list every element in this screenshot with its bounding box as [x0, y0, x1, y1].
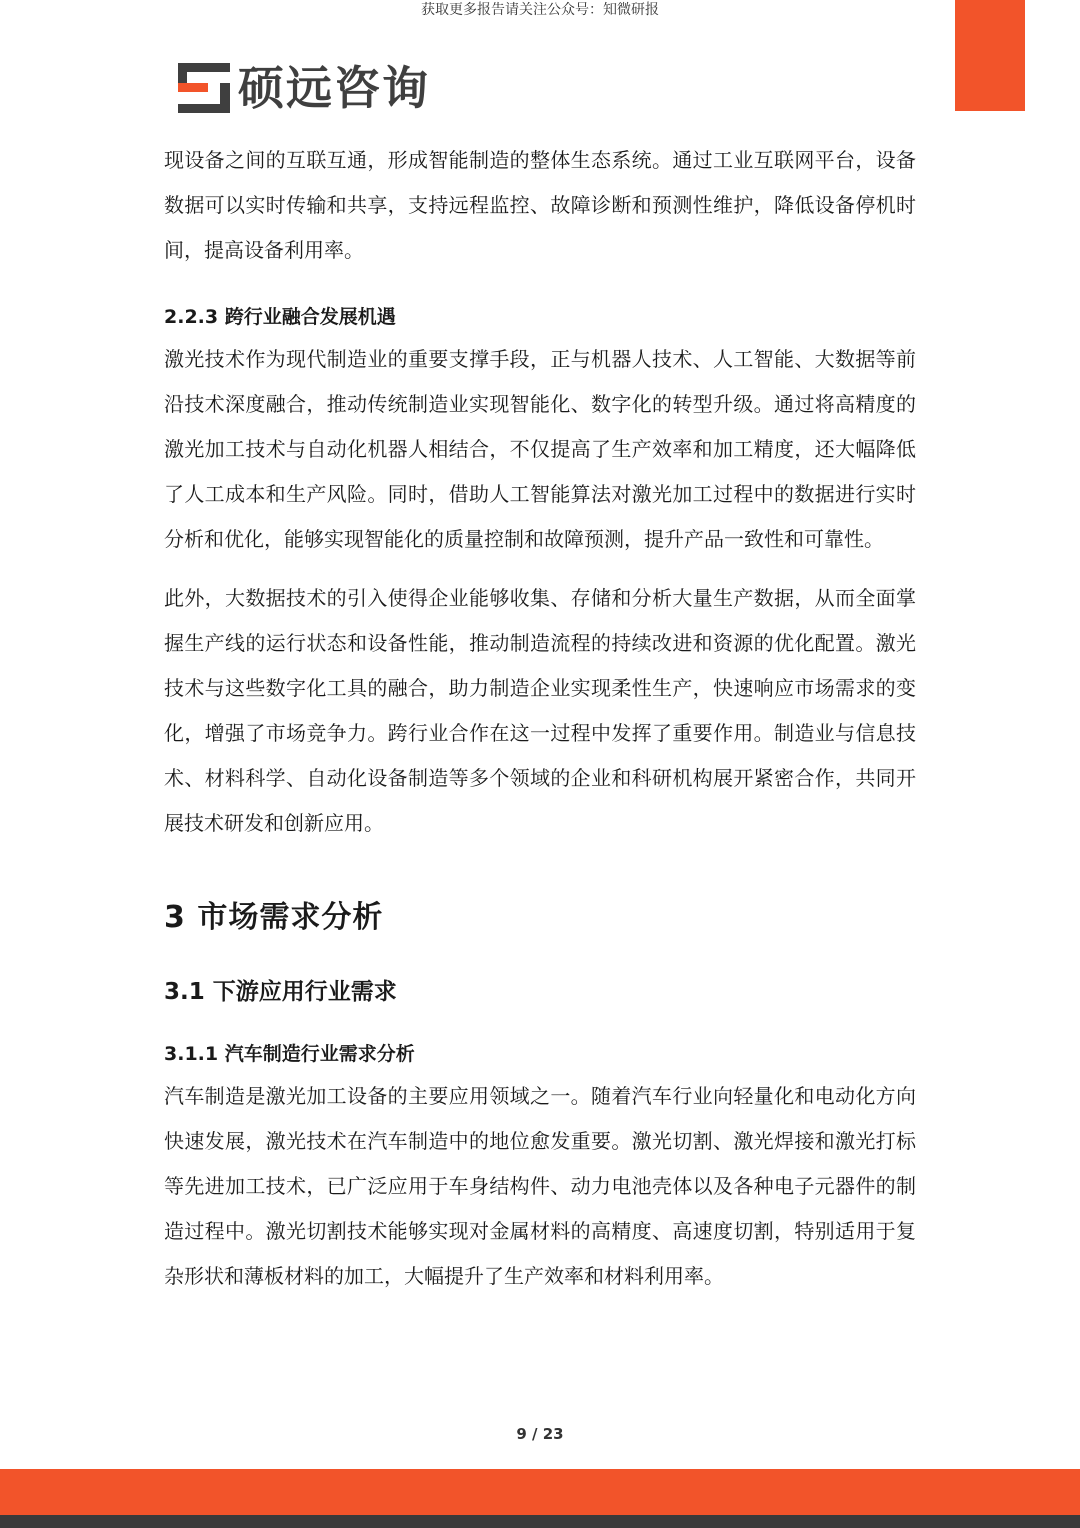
section-heading-2-2-3: 2.2.3 跨行业融合发展机遇 — [164, 306, 396, 328]
document-body — [164, 138, 916, 1299]
page-number: 9 / 23 — [516, 1425, 564, 1443]
intro-paragraph: 现设备之间的互联互通，形成智能制造的整体生态系统。通过工业互联网平台，设备数据可以实时传输和共享，支持远程监控、故障诊断和预测性维护，降低设备停机时间，提高设备利用率。 — [164, 148, 916, 262]
chapter-heading-3: 3 市场需求分析 — [164, 900, 384, 935]
footer-dark-strip — [0, 1515, 1080, 1528]
logo-mark-icon — [176, 61, 232, 115]
logo-text: 硕远咨询 — [238, 61, 430, 115]
corner-accent-block — [955, 0, 1025, 111]
footer-accent-bar — [0, 1469, 1080, 1515]
paragraph-3-1-1: 汽车制造是激光加工设备的主要应用领域之一。随着汽车行业向轻量化和电动化方向快速发展，激光技术在汽车制造中的地位愈发重要。激光切割、激光焊接和激光打标等先进加工技术，已广泛应用于车身结构件、动力电池壳体以及各种电子元器件的制造过程中。激光切割技术能够实现对金属材料的高精度、高速度切割，特别适用于复杂形状和薄板材料的加工，大幅提升了生产效率和材料利用率。 — [164, 1084, 916, 1288]
watermark-text: 获取更多报告请关注公众号：知微研报 — [421, 2, 659, 18]
paragraph-2-2-3-b: 此外，大数据技术的引入使得企业能够收集、存储和分析大量生产数据，从而全面掌握生产线的运行状态和设备性能，推动制造流程的持续改进和资源的优化配置。激光技术与这些数字化工具的融合，助力制造企业实现柔性生产，快速响应市场需求的变化，增强了市场竞争力。跨行业合作在这一过程中发挥了重要作用。制造业与信息技术、材料科学、自动化设备制造等多个领域的企业和科研机构展开紧密合作，共同开展技术研发和创新应用。 — [164, 586, 916, 835]
company-logo — [176, 60, 430, 116]
section-heading-3-1-1: 3.1.1 汽车制造行业需求分析 — [164, 1043, 415, 1065]
section-heading-3-1: 3.1 下游应用行业需求 — [164, 979, 397, 1005]
paragraph-2-2-3-a: 激光技术作为现代制造业的重要支撑手段，正与机器人技术、人工智能、大数据等前沿技术深度融合，推动传统制造业实现智能化、数字化的转型升级。通过将高精度的激光加工技术与自动化机器人相结合，不仅提高了生产效率和加工精度，还大幅降低了人工成本和生产风险。同时，借助人工智能算法对激光加工过程中的数据进行实时分析和优化，能够实现智能化的质量控制和故障预测，提升产品一致性和可靠性。 — [164, 347, 916, 551]
